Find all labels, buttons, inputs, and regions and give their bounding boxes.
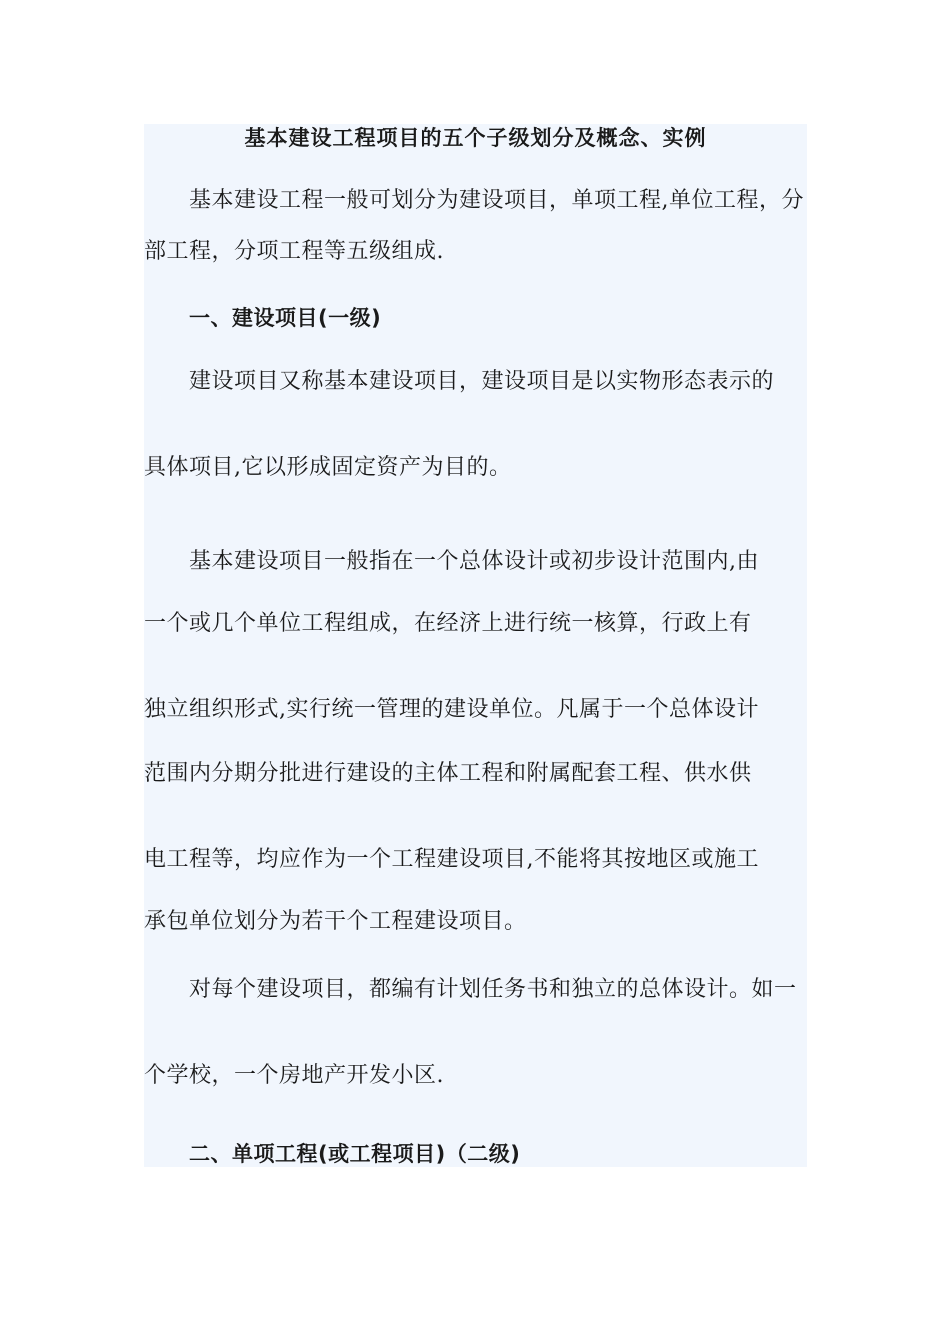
- section-1-heading: 一、建设项目(一级): [189, 306, 382, 330]
- section-1-p3-line-2: 个学校，一个房地产开发小区.: [144, 1063, 444, 1088]
- intro-line-1: 基本建设工程一般可划分为建设项目，单项工程,单位工程，分: [189, 188, 804, 213]
- section-1-p2-line-3: 独立组织形式,实行统一管理的建设单位。凡属于一个总体设计: [144, 697, 759, 722]
- section-1-p2-line-6: 承包单位划分为若干个工程建设项目。: [144, 909, 527, 934]
- section-1-p3-line-1: 对每个建设项目，都编有计划任务书和独立的总体设计。如一: [189, 977, 797, 1002]
- section-1-p2-line-2: 一个或几个单位工程组成，在经济上进行统一核算，行政上有: [144, 611, 752, 636]
- section-1-p2-line-4: 范围内分期分批进行建设的主体工程和附属配套工程、供水供: [144, 761, 752, 786]
- section-1-p1-line-1: 建设项目又称基本建设项目，建设项目是以实物形态表示的: [189, 369, 775, 394]
- section-1-p2-line-1: 基本建设项目一般指在一个总体设计或初步设计范围内,由: [189, 549, 759, 574]
- section-2-heading: 二、单项工程(或工程项目)（二级): [189, 1142, 521, 1166]
- document-panel: [144, 124, 807, 1167]
- section-1-p2-line-5: 电工程等，均应作为一个工程建设项目,不能将其按地区或施工: [144, 847, 759, 872]
- document-title: 基本建设工程项目的五个子级划分及概念、实例: [244, 126, 707, 150]
- intro-line-2: 部工程，分项工程等五级组成.: [144, 239, 444, 264]
- section-1-p1-line-2: 具体项目,它以形成固定资产为目的。: [144, 455, 512, 480]
